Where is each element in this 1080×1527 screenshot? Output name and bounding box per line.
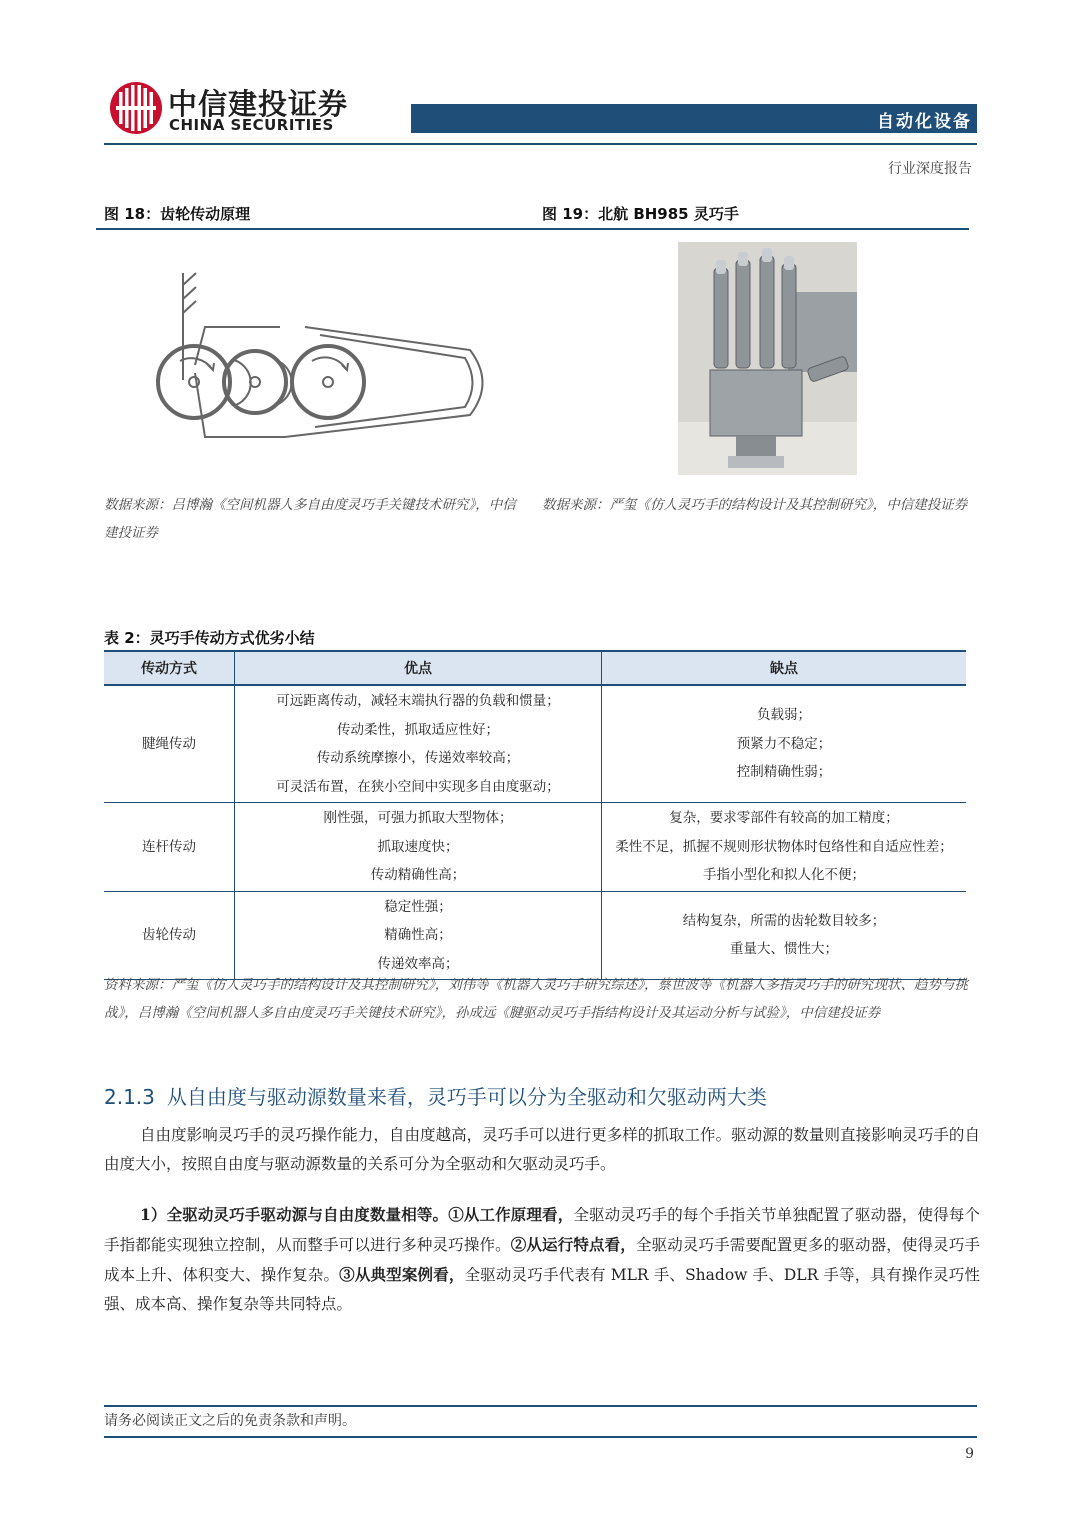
table-row (104, 803, 966, 892)
logo-text-cn: 中信建投证券 (168, 87, 349, 121)
figure-19-source: 数据来源：严玺《仿人灵巧手的结构设计及其控制研究》，中信建投证券 (542, 497, 968, 513)
logo-text-en: CHINA SECURITIES (169, 116, 334, 134)
con-item: 复杂，要求零部件有较高的加工精度； (669, 810, 899, 826)
p2-heading-3: ③从典型案例看， (339, 1265, 465, 1284)
figure-19-title: 图 19：北航 BH985 灵巧手 (542, 205, 739, 223)
row-cons (602, 803, 967, 892)
header-pros: 优点 (235, 651, 602, 685)
pro-item: 稳定性强； (384, 898, 452, 915)
con-item: 负载弱； (757, 707, 811, 724)
figure-18-source: 数据来源：吕博瀚《空间机器人多自由度灵巧手关键技术研究》，中信建投证券 (104, 497, 516, 541)
gear-transmission-diagram (150, 265, 510, 445)
pro-item: 抓取速度快； (377, 838, 459, 855)
paragraph-1-text: 自由度影响灵巧手的灵巧操作能力，自由度越高，灵巧手可以进行更多样的抓取工作。驱动源的数量则直接影响灵巧手的自由度大小，按照自由度与驱动源数量的关系可分为全驱动和欠驱动灵巧手。 (104, 1126, 980, 1173)
page-number: 9 (965, 1446, 974, 1462)
table-2-source: 资料来源：严玺《仿人灵巧手的结构设计及其控制研究》，刘伟等《机器人灵巧手研究综述》，蔡世波等《机器人多指灵巧手的研究现状、趋势与挑战》，吕博瀚《空间机器人多自由度灵巧手关键技术研究》，孙成远《腱驱动灵巧手指结构设计及其运动分析与试验》，中信建投证券 (104, 977, 968, 1021)
pro-item: 传递效率高； (377, 955, 459, 972)
row-cons (602, 891, 967, 980)
con-item: 重量大、惯性大； (730, 941, 838, 958)
con-item: 结构复杂，所需的齿轮数目较多； (682, 912, 886, 929)
con-item: 柔性不足，抓握不规则形状物体时包络性和自适应性差； (615, 838, 953, 855)
paragraph-1 (104, 1121, 980, 1179)
figure-18-title: 图 18：齿轮传动原理 (104, 205, 251, 223)
section-title: 从自由度与驱动源数量来看，灵巧手可以分为全驱动和欠驱动两大类 (166, 1085, 767, 1109)
footer-divider-top (104, 1405, 977, 1407)
row-type: 腱绳传动 (104, 685, 235, 803)
row-type: 齿轮传动 (104, 891, 235, 980)
pro-item: 可灵活布置，在狭小空间中实现多自由度驱动； (276, 778, 560, 795)
footer-divider-bottom (104, 1436, 977, 1438)
table-row (104, 891, 966, 980)
figure-title-divider (96, 228, 969, 230)
header-type: 传动方式 (104, 651, 235, 685)
pro-item: 传动系统摩擦小，传递效率较高； (316, 750, 520, 766)
report-type: 行业深度报告 (888, 161, 972, 177)
con-item: 手指小型化和拟人化不便； (703, 867, 865, 883)
pro-item: 传动柔性，抓取适应性好； (337, 721, 499, 738)
company-logo (108, 80, 164, 136)
p2-heading-1: ①从工作原理看， (448, 1205, 574, 1224)
row-type: 连杆传动 (104, 803, 235, 892)
p2-heading-2: ②从运行特点看， (510, 1235, 636, 1254)
sector-label: 自动化设备 (877, 112, 972, 132)
section-number: 2.1.3 (104, 1085, 155, 1109)
header-divider (104, 143, 977, 145)
table-row (104, 685, 966, 803)
table-2-title: 表 2：灵巧手传动方式优劣小结 (104, 629, 315, 647)
gear-diagram-icon (150, 265, 510, 445)
p2-text-3: 全驱动灵巧手代表有 MLR 手、Shadow 手、DLR 手等，具有操作灵巧性强、成本高、操作复杂等共同特点。 (104, 1266, 980, 1313)
row-pros (235, 891, 602, 980)
row-pros (235, 803, 602, 892)
table-header-row (104, 651, 966, 685)
header-cons: 缺点 (602, 651, 967, 685)
p2-text-2: 全驱动灵巧手需要配置更多的驱动器，使得灵巧手成本上升、体积变大、操作复杂。 (104, 1236, 980, 1284)
pro-item: 刚性强，可强力抓取大型物体； (323, 810, 513, 826)
paragraph-2 (104, 1200, 980, 1319)
p2-lead: 1）全驱动灵巧手驱动源与自由度数量相等。 (140, 1205, 449, 1224)
p2-text-1: 全驱动灵巧手的每个手指关节单独配置了驱动器，使得每个手指都能实现独立控制，从而整手可以进行多种灵巧操作。 (104, 1206, 980, 1254)
con-item: 控制精确性弱； (736, 764, 832, 781)
pro-item: 传动精确性高； (370, 867, 466, 883)
disclaimer-notice: 请务必阅读正文之后的免责条款和声明。 (104, 1413, 356, 1429)
row-pros (235, 685, 602, 803)
transmission-summary-table (104, 650, 966, 980)
bh985-hand-photo (678, 242, 857, 475)
robotic-hand-image (678, 242, 857, 475)
pro-item: 可远距离传动，减轻末端执行器的负载和惯量； (276, 693, 560, 709)
row-cons (602, 685, 967, 803)
logo-emblem-icon (108, 80, 164, 136)
con-item: 预紧力不稳定； (736, 735, 832, 752)
pro-item: 精确性高； (384, 927, 452, 943)
section-heading (104, 1081, 779, 1110)
